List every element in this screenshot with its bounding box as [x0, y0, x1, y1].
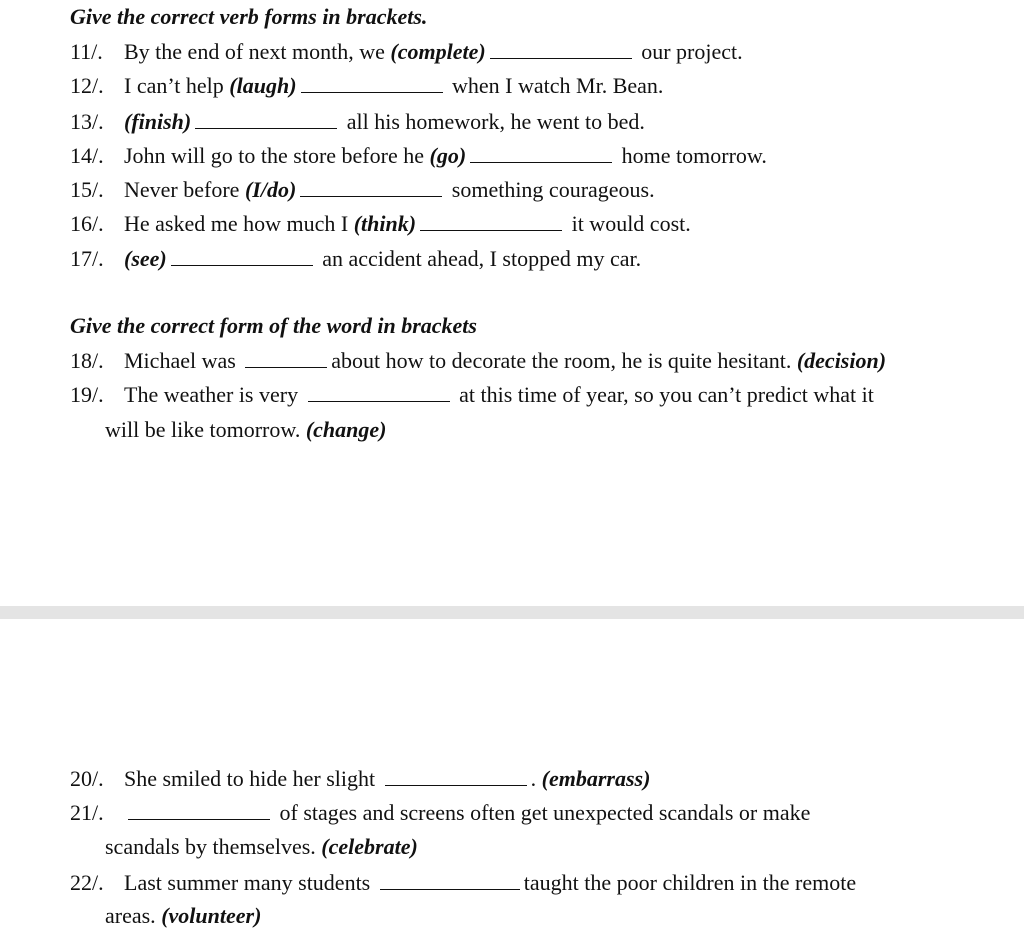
section-heading-verb-forms: Give the correct verb forms in brackets.	[70, 4, 428, 29]
question-16	[70, 210, 691, 237]
answer-blank[interactable]	[245, 347, 327, 368]
question-number: 11/.	[70, 39, 103, 64]
section-heading-word-form: Give the correct form of the word in brackets	[70, 313, 477, 338]
question-hint: (celebrate)	[321, 834, 418, 859]
question-15	[70, 176, 655, 203]
question-hint: (I/do)	[244, 177, 297, 202]
answer-blank[interactable]	[171, 245, 313, 266]
question-hint: (embarrass)	[541, 766, 651, 791]
answer-blank[interactable]	[380, 869, 520, 890]
answer-blank[interactable]	[470, 142, 612, 163]
answer-blank[interactable]	[385, 765, 527, 786]
question-text: all his homework, he went to bed.	[341, 109, 645, 134]
worksheet-page-bottom	[0, 619, 1024, 933]
question-hint: (decision)	[796, 348, 887, 373]
question-text: taught the poor children in the remote	[523, 870, 857, 895]
question-14	[70, 142, 767, 169]
question-text: it would cost.	[566, 211, 691, 236]
question-number: 22/.	[70, 870, 104, 895]
question-text: at this time of year, so you can’t predict what it	[453, 382, 874, 407]
question-text: of stages and screens often get unexpected scandals or make	[274, 800, 811, 825]
question-text: The weather is very	[124, 382, 304, 407]
answer-blank[interactable]	[300, 176, 442, 197]
question-text: something courageous.	[446, 177, 655, 202]
question-11	[70, 38, 743, 65]
question-number: 16/.	[70, 211, 104, 236]
question-number: 14/.	[70, 143, 104, 168]
answer-blank[interactable]	[308, 381, 450, 402]
question-text: an accident ahead, I stopped my car.	[316, 246, 642, 271]
question-text: She smiled to hide her slight	[124, 766, 381, 791]
question-text: He asked me how much I	[124, 211, 354, 236]
question-21	[70, 799, 810, 826]
answer-blank[interactable]	[301, 72, 443, 93]
question-text: Michael was	[124, 348, 242, 373]
question-number: 15/.	[70, 177, 104, 202]
answer-blank[interactable]	[420, 210, 562, 231]
question-text: Never before	[124, 177, 245, 202]
question-text: when I watch Mr. Bean.	[446, 73, 664, 98]
question-hint: (finish)	[124, 109, 192, 134]
question-text: scandals by themselves.	[105, 834, 322, 859]
question-text: home tomorrow.	[616, 143, 767, 168]
question-18	[70, 347, 886, 374]
question-text: .	[530, 766, 542, 791]
question-12	[70, 72, 663, 99]
question-20	[70, 765, 650, 792]
question-hint: (see)	[124, 246, 167, 271]
page-divider	[0, 606, 1024, 619]
question-number: 19/.	[70, 382, 104, 407]
question-21-continued	[105, 834, 418, 860]
question-hint: (change)	[305, 417, 387, 442]
question-number: 20/.	[70, 766, 104, 791]
question-number: 21/.	[70, 800, 104, 825]
question-hint: (think)	[353, 211, 417, 236]
question-number: 13/.	[70, 109, 104, 134]
question-hint: (volunteer)	[161, 903, 262, 928]
question-text: our project.	[635, 39, 743, 64]
question-text: about how to decorate the room, he is quite hesitant.	[331, 348, 797, 373]
question-text: areas.	[105, 903, 162, 928]
answer-blank[interactable]	[195, 108, 337, 129]
question-text: Last summer many students	[124, 870, 376, 895]
answer-blank[interactable]	[490, 38, 632, 59]
question-19	[70, 381, 874, 408]
question-number: 12/.	[70, 73, 104, 98]
question-hint: (complete)	[390, 39, 486, 64]
question-17	[70, 245, 641, 272]
question-text: will be like tomorrow.	[105, 417, 306, 442]
question-hint: (laugh)	[229, 73, 297, 98]
question-22-continued	[105, 903, 261, 929]
question-text: John will go to the store before he	[124, 143, 430, 168]
question-text: By the end of next month, we	[124, 39, 391, 64]
question-hint: (go)	[429, 143, 467, 168]
question-13	[70, 108, 645, 135]
answer-blank[interactable]	[128, 799, 270, 820]
question-number: 18/.	[70, 348, 104, 373]
question-number: 17/.	[70, 246, 104, 271]
question-text: I can’t help	[124, 73, 230, 98]
question-19-continued	[105, 417, 386, 443]
question-22	[70, 869, 856, 896]
